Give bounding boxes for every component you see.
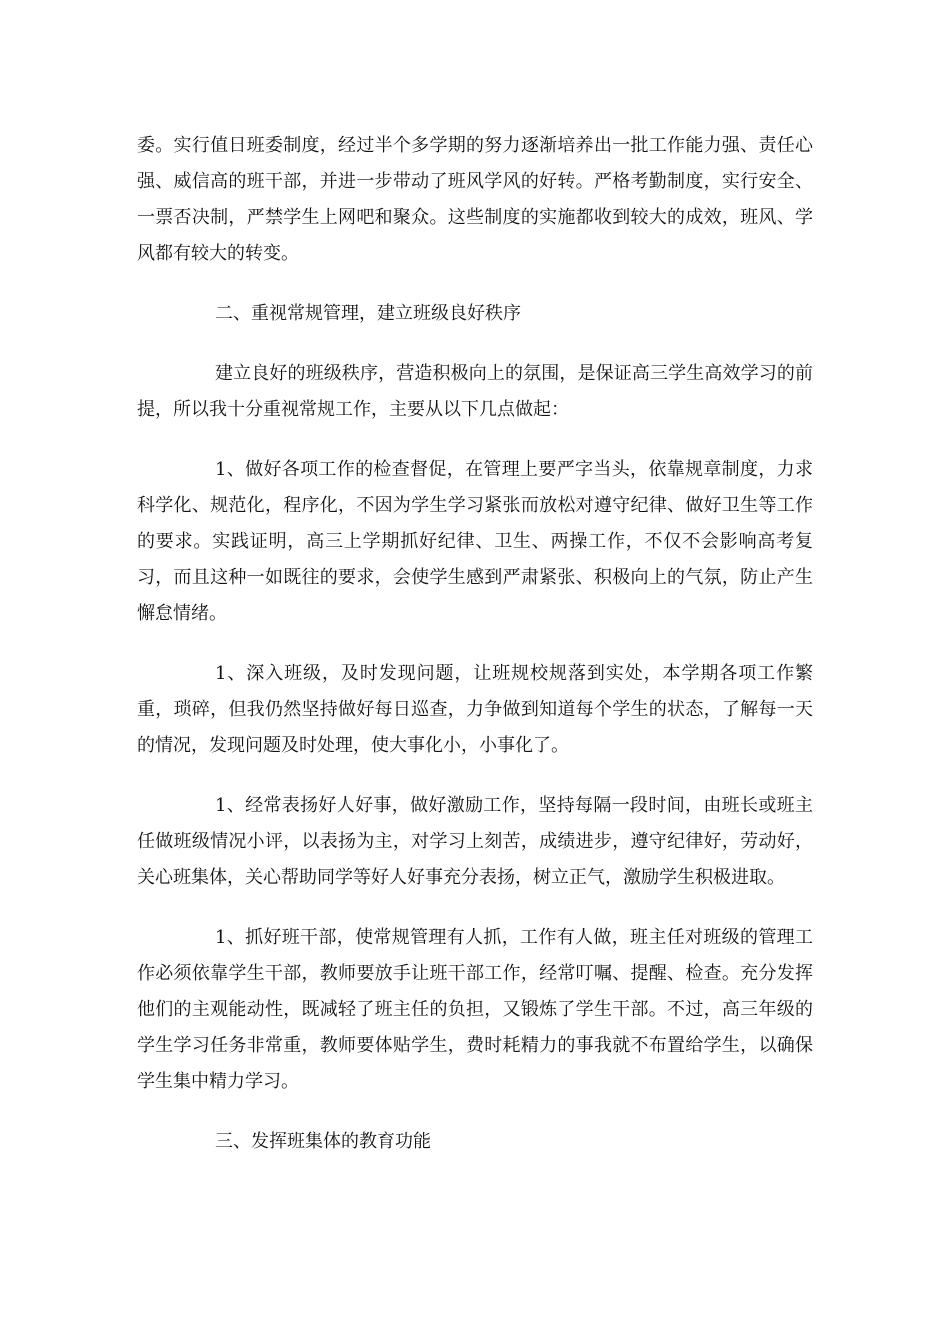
list-item-patrol: 1、深入班级，及时发现问题，让班规校规落到实处，本学期各项工作繁重，琐碎，但我仍然坚持做好每日巡查，力争做到知道每个学生的状态，了解每一天的情况，发现问题及时处理，使大事化小，小事化了。 (137, 663, 813, 756)
list-item-class-cadres: 1、抓好班干部，使常规管理有人抓，工作有人做，班主任对班级的管理工作必须依靠学生干部，教师要放手让班干部工作，经常叮嘱、提醒、检查。充分发挥他们的主观能动性，既减轻了班主任的负担，又锻炼了学生干部。不过，高三年级的学生学习任务非常重，教师要体贴学生，费时耗精力的事我就不布置给学生，以确保学生集中精力学习。 (137, 927, 813, 1092)
document-body (137, 128, 813, 1184)
paragraph-intro: 建立良好的班级秩序，营造积极向上的氛围，是保证高三学生高效学习的前提，所以我十分重视常规工作，主要从以下几点做起： (137, 363, 813, 420)
paragraph-continuation: 委。实行值日班委制度，经过半个多学期的努力逐渐培养出一批工作能力强、责任心强、威信高的班干部，并进一步带动了班风学风的好转。严格考勤制度，实行安全、一票否决制，严禁学生上网吧和聚众。这些制度的实施都收到较大的成效，班风、学风都有较大的转变。 (137, 135, 813, 264)
list-item-praise: 1、经常表扬好人好事，做好激励工作，坚持每隔一段时间，由班长或班主任做班级情况小评，以表扬为主，对学习上刻苦，成绩进步，遵守纪律好，劳动好，关心班集体，关心帮助同学等好人好事充分表扬，树立正气，激励学生积极进取。 (137, 795, 813, 888)
list-item-inspection: 1、做好各项工作的检查督促，在管理上要严字当头，依靠规章制度，力求科学化、规范化，程序化，不因为学生学习紧张而放松对遵守纪律、做好卫生等工作的要求。实践证明，高三上学期抓好纪律、卫生、两操工作，不仅不会影响高考复习，而且这种一如既往的要求，会使学生感到严肃紧张、积极向上的气氛，防止产生懈怠情绪。 (137, 459, 813, 624)
section-heading-3: 三、发挥班集体的教育功能 (215, 1131, 431, 1152)
section-heading-2: 二、重视常规管理，建立班级良好秩序 (215, 303, 521, 324)
